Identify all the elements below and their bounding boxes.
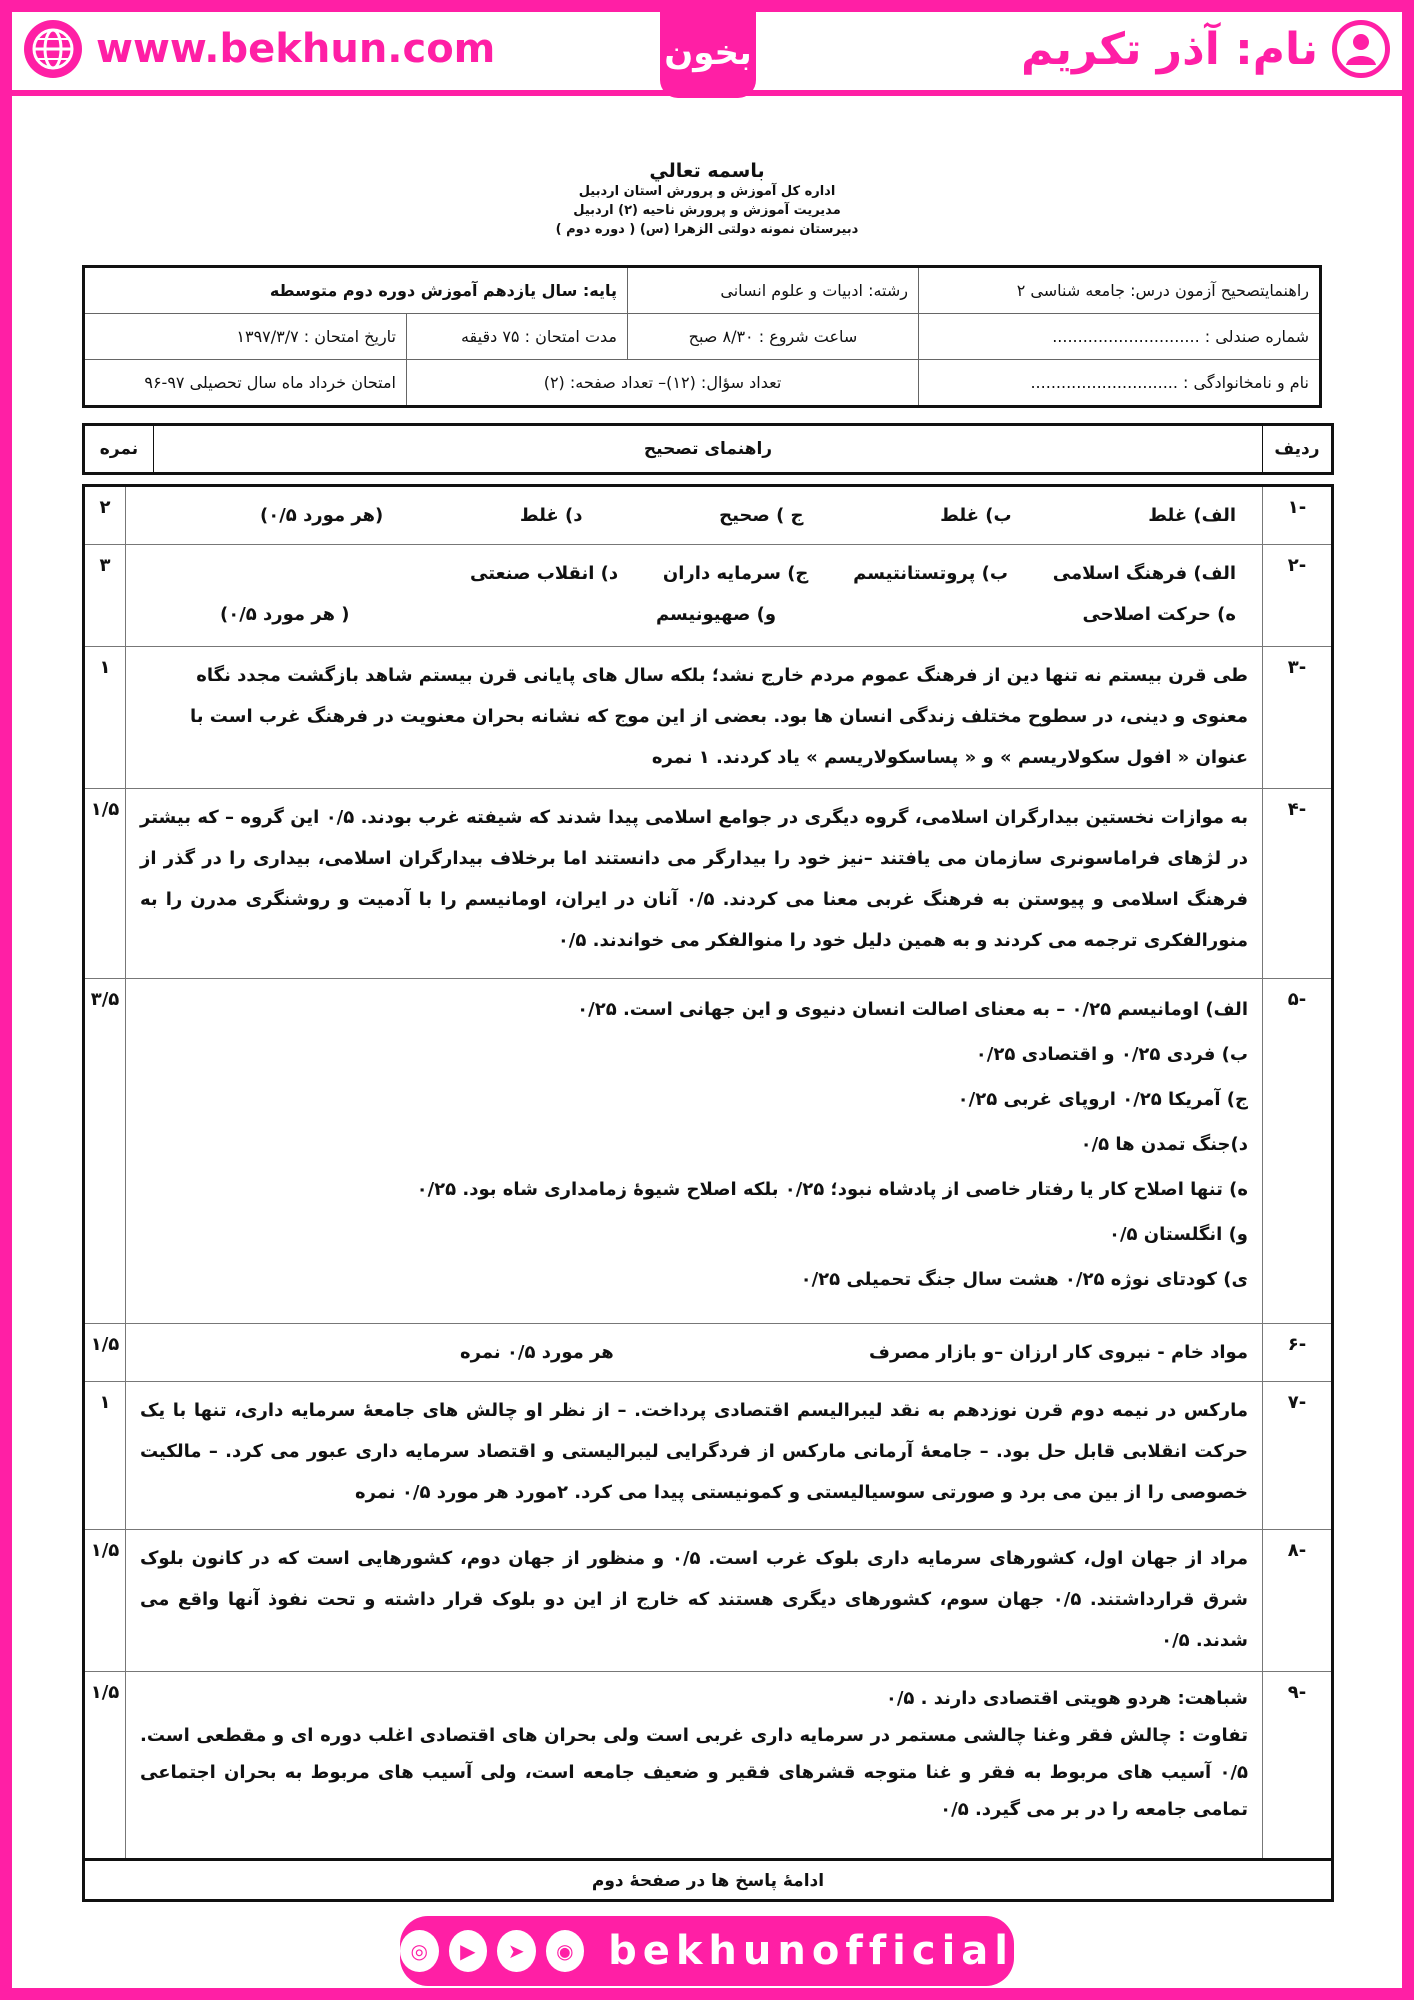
row-number: -۴: [1263, 789, 1333, 979]
exam-info-table: [82, 265, 1322, 408]
answer-item: ب) غلط: [940, 505, 1012, 526]
globe-icon: [24, 20, 82, 78]
row-number: -۷: [1263, 1382, 1333, 1530]
score-value: ۱/۵: [84, 1672, 126, 1860]
student-name-field: نام و نامخانوادگی : .............................: [919, 360, 1321, 407]
answer-text: مارکس در نیمه دوم قرن نوزدهم به نقد لیبرالیسم اقتصادی پرداخت. – از نظر او چالش های جامعهٔ سرمایه داری، تنها با یک حرکت انقلابی قابل حل بود. – جامعهٔ آرمانی مارکس از فردگرایی لیبرالیستی و اقتصاد سرمایه داری عبور می کرد. – مالکیت خصوصی را از بین می برد و صورتی سوسیالیستی و کمونیستی پیدا می کرد. ۲مورد هر مورد ۰/۵ نمره: [126, 1382, 1263, 1530]
row-number: -۸: [1263, 1530, 1333, 1672]
answer-cell: [126, 545, 1263, 647]
student-name-label: نام: آذر تکریم: [1020, 23, 1318, 75]
table-row: [84, 1382, 1333, 1530]
answer-cell: [126, 1324, 1263, 1382]
answer-table: [82, 484, 1334, 1861]
answer-cell: [126, 1672, 1263, 1860]
answer-item: و) صهیونیسم: [655, 604, 777, 625]
answer-item: د) غلط: [519, 505, 583, 526]
score-value: ۱: [84, 647, 126, 789]
instagram-icon[interactable]: ◉: [546, 1930, 585, 1972]
document-header: [300, 160, 1114, 239]
guide-column-header: راهنمای تصحیح: [154, 425, 1263, 474]
answer-line: ه) تنها اصلاح کار یا رفتار خاصی از پادشاه نبود؛ ۰/۲۵ بلکه اصلاح شیوهٔ زمامداری شاه بود. ۰/۲۵: [416, 1179, 1248, 1200]
name-banner: [1021, 14, 1390, 84]
row-number: -۵: [1263, 979, 1333, 1324]
answer-line: الف) اومانیسم ۰/۲۵ – به معنای اصالت انسان دنیوی و این جهانی است. ۰/۲۵: [577, 999, 1248, 1020]
telegram-icon[interactable]: ➤: [497, 1930, 536, 1972]
answer-item: (هر مورد ۰/۵): [260, 505, 384, 526]
answer-line: ی) کودتای نوژه ۰/۲۵ هشت سال جنگ تحمیلی ۰/۲۵: [800, 1269, 1248, 1290]
answer-item: د) انقلاب صنعتی: [470, 563, 619, 584]
row-number: -۹: [1263, 1672, 1333, 1860]
row-number: -۶: [1263, 1324, 1333, 1382]
table-row: [84, 486, 1333, 545]
answer-line: ج) آمریکا ۰/۲۵ اروپای غربی ۰/۲۵: [957, 1089, 1248, 1110]
score-value: ۱/۵: [84, 789, 126, 979]
user-icon: [1332, 20, 1390, 78]
answer-text: مراد از جهان اول، کشورهای سرمایه داری بلوک غرب است. ۰/۵ و منظور از جهان دوم، کشورهایی است که در کانون بلوک شرق قرارداشتند. ۰/۵ جهان سوم، کشورهای دیگری هستند که خارج از این دو بلوک قرار داشته و تحت نفوذ آنها واقع می شدند. ۰/۵: [126, 1530, 1263, 1672]
answer-text: به موازات نخستین بیدارگران اسلامی، گروه دیگری در جوامع اسلامی پیدا شدند که شیفته غرب بودند. ۰/۵ این گروه – که بیشتر در لژهای فراماسونری سازمان می یافتند –نیز خود را بیدارگر می دانستند اما برخلاف بیدارگران اسلامی، بیداری را در گذر از فرهنگ اسلامی و پیوستن به فرهنگ غربی معنا می کردند. ۰/۵ آنان در ایران، اومانیسم را با آدمیت و روشنگری مدرن را به منورالفکری ترجمه می کردند و به همین دلیل خود را منوالفکر می خواندند. ۰/۵: [126, 789, 1263, 979]
row-column-header: ردیف: [1263, 425, 1333, 474]
score-value: ۱/۵: [84, 1530, 126, 1672]
website-banner[interactable]: [24, 14, 495, 84]
table-row: [84, 1672, 1333, 1860]
answer-line: شباهت: هردو هویتی اقتصادی دارند . ۰/۵: [885, 1688, 1248, 1709]
youtube-icon[interactable]: ▶: [449, 1930, 488, 1972]
continuation-note: ادامهٔ پاسخ ها در صفحهٔ دوم: [82, 1860, 1334, 1902]
social-banner[interactable]: [400, 1916, 1014, 1986]
answer-cell: [126, 486, 1263, 545]
header-line: اداره کل آموزش و پرورش استان اردبیل: [578, 184, 836, 199]
score-value: ۱: [84, 1382, 126, 1530]
field-cell: رشته: ادبیات و علوم انسانی: [628, 267, 919, 314]
grade-cell: پایه: سال یازدهم آموزش دوره دوم متوسطه: [84, 267, 628, 314]
reel-icon[interactable]: ◎: [400, 1930, 439, 1972]
table-row: [84, 1324, 1333, 1382]
duration-cell: مدت امتحان : ۷۵ دقیقه: [407, 314, 628, 360]
answer-item: ج ) صحیح: [719, 505, 804, 526]
table-row: [84, 789, 1333, 979]
table-row: [84, 647, 1333, 789]
answer-table-header: [82, 423, 1334, 475]
row-number: -۳: [1263, 647, 1333, 789]
answer-item: الف) غلط: [1148, 505, 1236, 526]
answer-item: ( هر مورد ۰/۵): [220, 604, 350, 625]
brand-logo: [660, 8, 756, 98]
row-number: -۲: [1263, 545, 1333, 647]
header-line: دبیرستان نمونه دولتی الزهرا (س) ( دوره دوم ): [555, 222, 859, 237]
seat-number-field: شماره صندلی : .............................: [919, 314, 1321, 360]
answer-item: مواد خام - نیروی کار ارزان –و بازار مصرف: [869, 1342, 1248, 1363]
answer-item: الف) فرهنگ اسلامی: [1052, 563, 1236, 584]
header-title: باسمه تعالي: [649, 160, 765, 182]
logo-text: بخون: [664, 33, 752, 73]
table-row: [84, 545, 1333, 647]
row-number: -۱: [1263, 486, 1333, 545]
exam-date-cell: تاریخ امتحان : ۱۳۹۷/۳/۷: [84, 314, 407, 360]
answer-item: ب) پروتستانتیسم: [853, 563, 1008, 584]
answer-text: طی قرن بیستم نه تنها دین از فرهنگ عموم مردم خارج نشد؛ بلکه سال های پایانی قرن بیستم شاهد بازگشت مجدد نگاه معنوی و دینی، در سطوح مختلف زندگی انسان ها بود. بعضی از این موج که نشانه بحران معنویت در فرهنگ غرب است با عنوان « افول سکولاریسم » و « پساسکولاریسم » یاد کردند. ۱ نمره: [126, 647, 1263, 789]
social-handle[interactable]: bekhunofficial: [608, 1928, 1014, 1974]
answer-note: هر مورد ۰/۵ نمره: [460, 1342, 614, 1363]
guide-title: راهنمایتصحیح آزمون درس: جامعه شناسی ۲: [919, 267, 1321, 314]
answer-cell: [126, 979, 1263, 1324]
answer-line: ب) فردی ۰/۲۵ و اقتصادی ۰/۲۵: [975, 1044, 1248, 1065]
answer-line: و) انگلستان ۰/۵: [1108, 1224, 1248, 1245]
score-value: ۳: [84, 545, 126, 647]
header-line: مدیریت آموزش و پرورش ناحیه (۲) اردبیل: [573, 203, 841, 218]
start-time-cell: ساعت شروع : ۸/۳۰ صبح: [628, 314, 919, 360]
score-value: ۳/۵: [84, 979, 126, 1324]
answer-text: تفاوت : چالش فقر وغنا چالشی مستمر در سرمایه داری غربی است ولی بحران های اقتصادی اغلب دوره ای و مقطعی است. ۰/۵ آسیب های مربوط به فقر و غنا متوجه قشرهای فقیر و ضعیف جامعه است، ولی آسیب های مربوط به بحران اجتماعی تمامی جامعه را در بر می گیرد. ۰/۵: [140, 1725, 1248, 1820]
table-row: [84, 979, 1333, 1324]
score-value: ۱/۵: [84, 1324, 126, 1382]
website-link[interactable]: www.bekhun.com: [96, 26, 496, 72]
counts-cell: تعداد سؤال: (۱۲)– تعداد صفحه: (۲): [407, 360, 919, 407]
table-row: [84, 1530, 1333, 1672]
exam-session-cell: امتحان خرداد ماه سال تحصیلی ۹۷-۹۶: [84, 360, 407, 407]
score-value: ۲: [84, 486, 126, 545]
answer-item: ج) سرمایه داران: [662, 563, 809, 584]
score-column-header: نمره: [84, 425, 154, 474]
answer-item: ه) حرکت اصلاحی: [1082, 604, 1236, 625]
answer-line: د)جنگ تمدن ها ۰/۵: [1080, 1134, 1248, 1155]
